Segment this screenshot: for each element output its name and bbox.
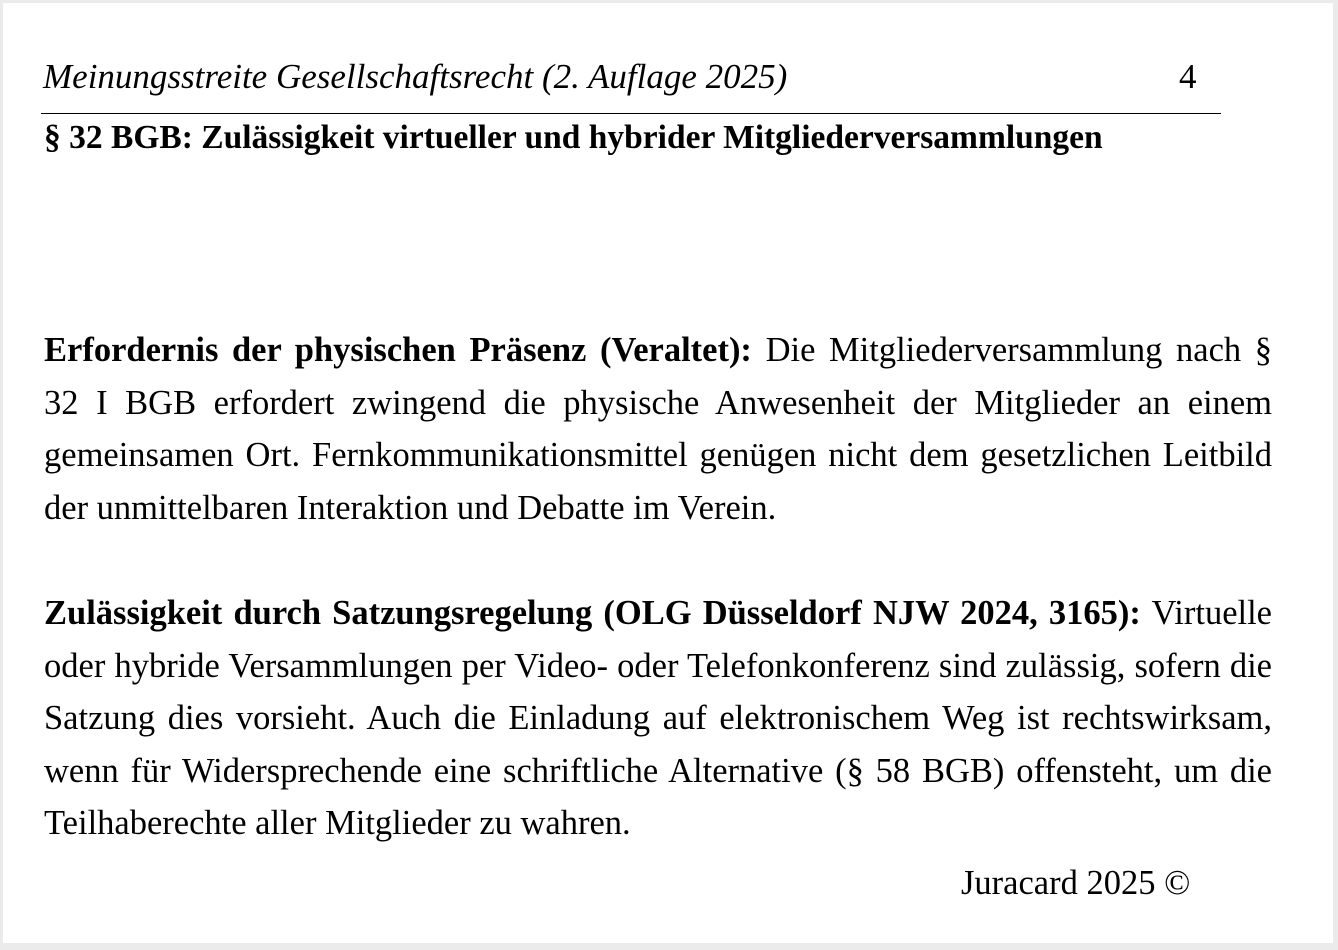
paragraph-opinion-2 (44, 587, 1272, 850)
paragraph-opinion-1 (44, 324, 1272, 534)
copyright-footer: Juracard 2025 © (961, 864, 1191, 902)
section-title: § 32 BGB: Zulässigkeit virtueller und hybrider Mitgliederversammlungen (44, 119, 1103, 156)
paragraph-text: Die Mitgliederversammlung nach § 32 I BGB erfordert zwingend die physische Anwesenheit der Mitglieder an einem gemeinsamen Ort. Fernkommunikationsmittel genügen nicht dem gesetzlichen Leitbild der unmittelbaren Interaktion und Debatte im Verein. (44, 331, 1273, 527)
paragraph-heading: Erfordernis der physischen Präsenz (Veraltet): (44, 331, 752, 369)
running-title: Meinungsstreite Gesellschaftsrecht (2. Auflage 2025) (43, 57, 788, 96)
paragraph-text: Virtuelle oder hybride Versammlungen per Video- oder Telefonkonferenz sind zulässig, sofern die Satzung dies vorsieht. Auch die Einladung auf elektronischem Weg ist rechtswirksam, wenn für Widersprechende eine schriftliche Alternative (§ 58 BGB) offensteht, um die Teilhaberechte aller Mitglieder zu wahren. (44, 594, 1272, 842)
document-page (3, 3, 1333, 943)
page-number: 4 (1179, 57, 1197, 96)
running-header (41, 55, 1221, 114)
paragraph-heading: Zulässigkeit durch Satzungsregelung (OLG Düsseldorf NJW 2024, 3165): (44, 594, 1141, 632)
